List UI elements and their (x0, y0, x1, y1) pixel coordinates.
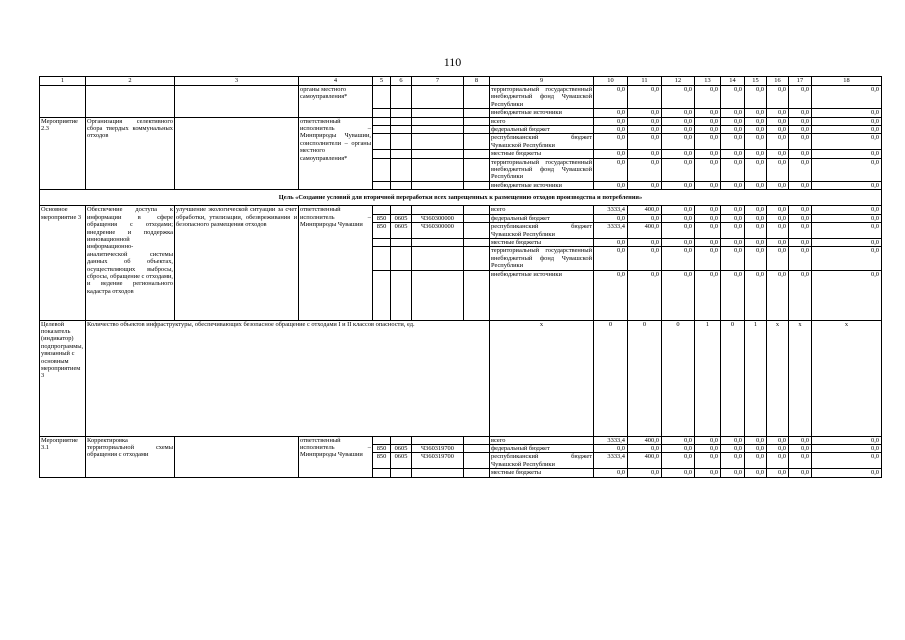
code-cell: 850 (373, 223, 391, 239)
value-cell: 0,0 (789, 150, 812, 158)
col-header: 17 (789, 77, 812, 86)
value-cell: 0,0 (695, 150, 721, 158)
value-cell: 0,0 (594, 150, 628, 158)
executor-cell: ответственный исполнитель – Минприроды Чувашии (299, 206, 373, 320)
value-cell: 0,0 (812, 134, 882, 150)
value-cell: 0,0 (695, 158, 721, 181)
funding-source: республиканский бюджет Чувашской Республики (491, 453, 592, 468)
value-cell: 0,0 (789, 214, 812, 222)
value-cell: 0,0 (745, 126, 767, 134)
value-cell: 0,0 (721, 247, 745, 270)
value-cell: 0,0 (695, 453, 721, 469)
value-cell: 400,0 (628, 436, 662, 444)
funding-source: республиканский бюджет Чувашской Республики (491, 223, 592, 238)
measure-name: Обеспечение доступа к информации в сфере обращения с отходами; внедрение и поддержка инновационной информационно-аналитической системы данных об объектах, осуществляющих выбросы, сбросы, обращение с отходами, и ведение регионального кадастра отходов (86, 206, 175, 320)
value-cell: 0,0 (767, 444, 789, 452)
col-header: 9 (490, 77, 594, 86)
value-cell: 0,0 (789, 206, 812, 214)
value-cell: 0,0 (767, 86, 789, 109)
col-header: 5 (373, 77, 391, 86)
executor-cell: ответственный исполнитель – Минприроды Чувашии (299, 436, 373, 477)
funding-source: внебюджетные источники (490, 109, 594, 117)
funding-source: территориальный государственный внебюджетный фонд Чувашской Республики (491, 247, 592, 270)
executor-cell: ответственный исполнитель – Минприроды Чувашии, соисполнители – органы местного самоуправления* (299, 117, 373, 190)
funding-source: территориальный государственный внебюджетный фонд Чувашской Республики (491, 158, 592, 181)
value-cell: x (789, 320, 812, 436)
value-cell: 0,0 (628, 86, 662, 109)
value-cell: 0,0 (721, 223, 745, 239)
value-cell: 0,0 (812, 181, 882, 189)
value-cell: 0,0 (812, 109, 882, 117)
value-cell: 0,0 (812, 214, 882, 222)
value-cell: 0,0 (594, 126, 628, 134)
value-cell: 0,0 (812, 126, 882, 134)
value-cell: 0,0 (662, 436, 695, 444)
value-cell: 0,0 (745, 444, 767, 452)
row-label: Мероприятие 2.3 (40, 117, 86, 190)
value-cell: 0,0 (695, 238, 721, 246)
code-cell: 0605 (391, 214, 412, 222)
code-cell: Ч360300000 (412, 223, 464, 239)
value-cell: 0,0 (789, 134, 812, 150)
value-cell: 0,0 (767, 158, 789, 181)
value-cell: 0,0 (662, 270, 695, 320)
value-cell: 0,0 (721, 86, 745, 109)
value-cell: 0,0 (767, 126, 789, 134)
value-cell: 0,0 (812, 117, 882, 125)
value-cell: 0,0 (695, 181, 721, 189)
col-header: 15 (745, 77, 767, 86)
value-cell: 0,0 (767, 109, 789, 117)
table-row (40, 117, 882, 125)
code-cell: 0605 (391, 453, 412, 469)
value-cell: 0,0 (628, 469, 662, 477)
value-cell: 0,0 (695, 206, 721, 214)
value-cell: 0,0 (767, 247, 789, 270)
value-cell: 0,0 (628, 158, 662, 181)
value-cell: 0,0 (745, 436, 767, 444)
value-cell: 0,0 (789, 109, 812, 117)
value-cell: 0,0 (594, 86, 628, 109)
value-cell: 0,0 (594, 181, 628, 189)
value-cell: 0,0 (789, 181, 812, 189)
measure-name: Организация селективного сбора твердых коммунальных отходов (86, 117, 175, 190)
funding-source: федеральный бюджет (490, 126, 594, 134)
value-cell: 0,0 (789, 247, 812, 270)
value-cell: 0,0 (662, 117, 695, 125)
value-cell: 3333,4 (594, 436, 628, 444)
value-cell: 0,0 (695, 214, 721, 222)
value-cell: 0,0 (662, 223, 695, 239)
value-cell: 0,0 (594, 469, 628, 477)
measure-name: Корректировка территориальной схемы обращения с отходами (86, 436, 175, 477)
value-cell: 0,0 (789, 158, 812, 181)
value-cell: 0,0 (812, 270, 882, 320)
value-cell: 0,0 (745, 214, 767, 222)
value-cell: 0,0 (628, 247, 662, 270)
value-cell: 0,0 (695, 247, 721, 270)
value-cell: 0,0 (745, 150, 767, 158)
value-cell: 0,0 (628, 150, 662, 158)
value-cell: 0,0 (767, 270, 789, 320)
value-cell: 0 (721, 320, 745, 436)
value-cell: 0,0 (721, 150, 745, 158)
col-header: 12 (662, 77, 695, 86)
value-cell: 0,0 (628, 238, 662, 246)
value-cell: 0,0 (628, 126, 662, 134)
col-header: 14 (721, 77, 745, 86)
value-cell: 0,0 (662, 444, 695, 452)
value-cell: 1 (695, 320, 721, 436)
col-header: 18 (812, 77, 882, 86)
value-cell: 0,0 (721, 444, 745, 452)
value-cell: x (767, 320, 789, 436)
value-cell: 0,0 (812, 453, 882, 469)
value-cell: 0,0 (767, 181, 789, 189)
header-row (40, 77, 882, 86)
value-cell: 0,0 (628, 444, 662, 452)
value-cell: 0,0 (812, 158, 882, 181)
funding-source: местные бюджеты (490, 469, 594, 477)
value-cell: 0,0 (721, 238, 745, 246)
value-cell: 0,0 (662, 150, 695, 158)
value-cell: 0,0 (662, 469, 695, 477)
value-cell: 0,0 (594, 134, 628, 150)
value-cell: 0,0 (594, 270, 628, 320)
code-cell: Ч360319700 (412, 444, 464, 452)
value-cell: 0,0 (662, 181, 695, 189)
value-cell: 0,0 (721, 270, 745, 320)
value-cell: 0,0 (789, 453, 812, 469)
value-cell: 400,0 (628, 453, 662, 469)
value-cell: 0,0 (662, 214, 695, 222)
code-cell: 850 (373, 444, 391, 452)
value-cell: 0,0 (721, 126, 745, 134)
col-header: 4 (299, 77, 373, 86)
funding-source: всего (490, 206, 594, 214)
value-cell: 0,0 (721, 453, 745, 469)
value-cell: 0,0 (767, 214, 789, 222)
value-cell: 0,0 (812, 469, 882, 477)
funding-source: местные бюджеты (490, 238, 594, 246)
row-label: Целевой показатель (индикатор) подпрограммы, увязанный с основным мероприятием 3 (40, 320, 86, 436)
value-cell: 0,0 (767, 469, 789, 477)
value-cell: 0,0 (721, 206, 745, 214)
col-header: 6 (391, 77, 412, 86)
row-label: Основное мероприятие 3 (40, 206, 86, 320)
col-header: 8 (464, 77, 490, 86)
value-cell: 0,0 (745, 109, 767, 117)
expected-result: улучшение экологической ситуации за счет обработки, утилизации, обезвреживания и безопасного размещения отходов (175, 206, 299, 320)
value-cell: 0,0 (767, 117, 789, 125)
funding-source: местные бюджеты (490, 150, 594, 158)
code-cell: Ч360300000 (412, 214, 464, 222)
value-cell: 0,0 (695, 436, 721, 444)
value-cell: 0,0 (812, 436, 882, 444)
value-cell: 0,0 (695, 126, 721, 134)
value-cell: 0,0 (745, 453, 767, 469)
code-cell: 0605 (391, 444, 412, 452)
funding-source: всего (490, 436, 594, 444)
value-cell: 0,0 (662, 453, 695, 469)
value-cell: 0,0 (789, 270, 812, 320)
col-header: 3 (175, 77, 299, 86)
program-table (39, 76, 882, 478)
value-cell: 0,0 (745, 223, 767, 239)
value-cell: 0,0 (789, 117, 812, 125)
value-cell: 0,0 (695, 469, 721, 477)
value-cell: 0,0 (745, 158, 767, 181)
value-cell: 0,0 (594, 247, 628, 270)
value-cell: 0,0 (745, 134, 767, 150)
value-cell: 0,0 (695, 444, 721, 452)
value-cell: 0,0 (812, 223, 882, 239)
value-cell: 0,0 (745, 206, 767, 214)
value-cell: 0,0 (745, 247, 767, 270)
value-cell: 0,0 (812, 150, 882, 158)
value-cell: 0,0 (789, 238, 812, 246)
value-cell: 0,0 (767, 453, 789, 469)
value-cell: 0,0 (745, 238, 767, 246)
value-cell: 0,0 (662, 126, 695, 134)
value-cell: 0,0 (594, 117, 628, 125)
value-cell: 0,0 (594, 158, 628, 181)
value-cell: 0,0 (628, 181, 662, 189)
value-cell: 0,0 (662, 109, 695, 117)
table-row (40, 436, 882, 444)
value-cell: 0,0 (721, 109, 745, 117)
value-cell: 0,0 (721, 158, 745, 181)
code-cell: 850 (373, 453, 391, 469)
value-cell: 0,0 (662, 158, 695, 181)
value-cell: 0,0 (767, 150, 789, 158)
value-cell: 0,0 (628, 109, 662, 117)
code-cell: 0605 (391, 223, 412, 239)
value-cell: 0,0 (628, 214, 662, 222)
funding-source: внебюджетные источники (490, 181, 594, 189)
value-cell: 0,0 (812, 206, 882, 214)
value-cell: 0,0 (789, 444, 812, 452)
value-cell: 3333,4 (594, 223, 628, 239)
col-header: 10 (594, 77, 628, 86)
value-cell: 0,0 (721, 117, 745, 125)
executor-cell: органы местного самоуправления* (299, 86, 373, 118)
value-cell: x (490, 320, 594, 436)
value-cell: 0,0 (745, 270, 767, 320)
funding-source: республиканский бюджет Чувашской Республики (491, 134, 592, 149)
value-cell: 0,0 (767, 223, 789, 239)
value-cell: 0,0 (628, 270, 662, 320)
goal-title: Цель «Создание условий для вторичной переработки всех запрещенных к размещению отходов производства и потребления» (40, 190, 882, 206)
value-cell: 0,0 (812, 238, 882, 246)
funding-source: всего (490, 117, 594, 125)
value-cell: 0,0 (767, 436, 789, 444)
value-cell: 0,0 (789, 86, 812, 109)
table-row (40, 86, 882, 109)
code-cell: 850 (373, 214, 391, 222)
value-cell: 0,0 (695, 86, 721, 109)
funding-source: территориальный государственный внебюджетный фонд Чувашской Республики (491, 86, 592, 108)
value-cell: 3333,4 (594, 206, 628, 214)
code-cell: Ч360319700 (412, 453, 464, 469)
value-cell: 0,0 (789, 126, 812, 134)
value-cell: 0 (628, 320, 662, 436)
table-row (40, 206, 882, 214)
value-cell: 3333,4 (594, 453, 628, 469)
funding-source: федеральный бюджет (490, 444, 594, 452)
value-cell: 0,0 (695, 117, 721, 125)
col-header: 11 (628, 77, 662, 86)
value-cell: 0,0 (745, 181, 767, 189)
col-header: 13 (695, 77, 721, 86)
value-cell: 0,0 (789, 223, 812, 239)
value-cell: x (812, 320, 882, 436)
row-label: Мероприятие 3.1 (40, 436, 86, 477)
value-cell: 0,0 (662, 247, 695, 270)
value-cell: 0,0 (812, 247, 882, 270)
funding-source: федеральный бюджет (490, 214, 594, 222)
value-cell: 0,0 (695, 109, 721, 117)
value-cell: 0,0 (628, 117, 662, 125)
col-header: 16 (767, 77, 789, 86)
value-cell: 0,0 (695, 134, 721, 150)
col-header: 2 (86, 77, 175, 86)
value-cell: 0,0 (789, 436, 812, 444)
value-cell: 0,0 (721, 181, 745, 189)
value-cell: 0,0 (767, 134, 789, 150)
indicator-text: Количество объектов инфраструктуры, обеспечивающих безопасное обращение с отходами I и II классов опасности, ед. (86, 320, 490, 436)
value-cell: 0,0 (812, 444, 882, 452)
value-cell: 0,0 (767, 206, 789, 214)
indicator-row (40, 320, 882, 436)
value-cell: 0 (594, 320, 628, 436)
value-cell: 0,0 (745, 86, 767, 109)
value-cell: 0,0 (628, 134, 662, 150)
value-cell: 0,0 (789, 469, 812, 477)
value-cell: 0 (662, 320, 695, 436)
page-number: 110 (443, 55, 462, 69)
value-cell: 0,0 (767, 238, 789, 246)
value-cell: 0,0 (594, 109, 628, 117)
value-cell: 0,0 (745, 469, 767, 477)
value-cell: 0,0 (695, 223, 721, 239)
value-cell: 0,0 (721, 214, 745, 222)
goal-row (40, 190, 882, 206)
col-header: 1 (40, 77, 86, 86)
value-cell: 0,0 (662, 86, 695, 109)
value-cell: 1 (745, 320, 767, 436)
value-cell: 0,0 (662, 134, 695, 150)
value-cell: 0,0 (662, 238, 695, 246)
value-cell: 0,0 (662, 206, 695, 214)
funding-source: внебюджетные источники (490, 270, 594, 320)
col-header: 7 (412, 77, 464, 86)
value-cell: 400,0 (628, 223, 662, 239)
value-cell: 0,0 (812, 86, 882, 109)
value-cell: 400,0 (628, 206, 662, 214)
value-cell: 0,0 (594, 214, 628, 222)
value-cell: 0,0 (594, 238, 628, 246)
value-cell: 0,0 (594, 444, 628, 452)
value-cell: 0,0 (721, 436, 745, 444)
value-cell: 0,0 (695, 270, 721, 320)
value-cell: 0,0 (721, 469, 745, 477)
value-cell: 0,0 (721, 134, 745, 150)
value-cell: 0,0 (745, 117, 767, 125)
